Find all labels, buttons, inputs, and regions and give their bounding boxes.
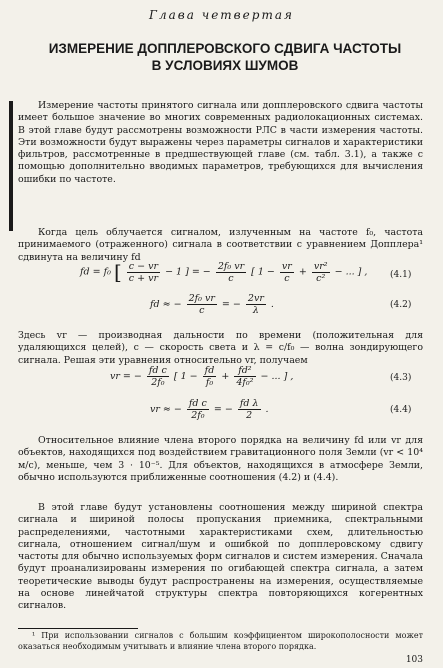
page-number: 103 <box>405 655 423 665</box>
equation-number-4-1: (4.1) <box>390 270 412 280</box>
chapter-title <box>40 40 410 74</box>
eq3-lhs: vr = − <box>110 371 142 382</box>
eq3-frac-a: $\frac{\text{fd c}}{\text{2f₀}}$ <box>148 365 167 388</box>
eq3-frac-b: $\frac{fd}{\text{f₀}}$ <box>204 365 215 388</box>
equation-4-2 <box>150 293 274 316</box>
eq1-mid: − 1 ] = − <box>165 266 211 278</box>
eq1-frac-b: $\frac{\text{2f₀ vr}}{c}$ <box>217 260 245 284</box>
chapter-title-line2: В УСЛОВИЯХ ШУМОВ <box>151 58 299 73</box>
chapter-heading: Глава четвертая <box>149 8 294 22</box>
eq4-frac-a: $\frac{\text{fd c}}{\text{2f₀}}$ <box>188 398 207 421</box>
eq2-frac-a: $\frac{\text{2f₀ vr}}{c}$ <box>188 293 215 316</box>
paragraph-second-order: Относительное влияние члена второго порядка на величину fd или vr для объектов, находящихся под воздействием гравитационного поля Земли (vr < 10⁴ м/с), меньше, чем 3 · 10⁻⁵. Для объектов, находящихся в атмосфере Земли, обычно используются приближенные соотношения (4.2) и (4.4). <box>18 435 423 483</box>
paragraph-doppler: Когда цель облучается сигналом, излученным на частоте f₀, частота принимаемого (отраженного) сигнала в соответствии с уравнением Допплера¹ сдвинута на величину fd <box>18 227 423 263</box>
eq2-frac-b: $\frac{2vr}{\lambda}$ <box>247 293 264 316</box>
eq1-close: − ... ] , <box>334 266 368 278</box>
eq4-lhs: vr ≈ − <box>150 404 182 415</box>
equation-4-1: fd = f₀ [ $\frac{c - vr}{c + vr}$ − 1 ] = − $\frac{\text{2f₀ vr}}{c}$ [ 1 − $\frac{vr}{c}$ + $\frac{\text{vr²}}{\text{c²}}$ − ... ] , <box>80 260 368 284</box>
eq4-eq: = − <box>213 404 233 415</box>
eq2-eq: = − <box>221 299 241 310</box>
eq3-open: [ 1 − <box>173 371 198 382</box>
equation-number-4-4: (4.4) <box>390 405 412 415</box>
eq1-frac-a: $\frac{c - vr}{c + vr}$ <box>128 260 159 284</box>
paragraph-chapter-plan: В этой главе будут установлены соотношения между шириной спектра сигнала и шириной полосы пропускания приемника, спектральными распределениями, частотными характеристиками схем, длительностью сигнала, отношением сигнал/шум и ошибкой по допплеровскому сдвигу частоты для обычно используемых форм сигналов и систем измерения. Сначала будут проанализированы измерения по огибающей спектра сигнала, а затем теоретические выводы будут распространены на измерения, осуществляемые на основе линейчатой структуры спектра повторяющихся когерентных сигналов. <box>18 502 423 612</box>
margin-marker <box>9 101 13 231</box>
equation-number-4-2: (4.2) <box>390 300 412 310</box>
equation-number-4-3: (4.3) <box>390 373 412 383</box>
paragraph-definitions: Здесь vr — производная дальности по времени (положительная для удаляющихся целей), c — скорость света и λ = c/f₀ — волна зондирующего сигнала. Решая эти уравнения относительно vr, получаем <box>18 330 423 366</box>
eq3-close: − ... ] , <box>260 371 294 382</box>
eq1-frac-c: $\frac{vr}{c}$ <box>281 260 292 284</box>
eq1-frac-d: $\frac{\text{vr²}}{\text{c²}}$ <box>313 260 328 284</box>
eq1-open: [ 1 − <box>251 266 275 278</box>
eq3-plus: + <box>221 371 230 382</box>
paragraph-intro: Измерение частоты принятого сигнала или допплеровского сдвига частоты имеет большое значение во многих современных радиолокационных системах. В этой главе будут рассмотрены возможности РЛС в части измерения частоты. Эти возможности будут выражены через параметры сигналов и характеристики фильтров, рассмотренные в предшествующей главе (см. табл. 3.1), а также с помощью дополнительно вводимых параметров, требующихся для вычисления ошибки по частоте. <box>18 100 423 185</box>
footnote-rule <box>18 628 138 629</box>
equation-4-3 <box>110 365 293 388</box>
eq2-end: . <box>270 299 274 310</box>
equation-4-4 <box>150 398 269 421</box>
footnote: ¹ При использовании сигналов с большим коэффициентом широкополосности может оказаться необходимым учитывать и влияние члена второго порядка. <box>18 631 423 651</box>
eq4-end: . <box>265 404 269 415</box>
eq1-lhs: fd = f₀ <box>80 266 111 278</box>
eq1-plus: + <box>298 266 307 278</box>
chapter-title-line1: ИЗМЕРЕНИЕ ДОППЛЕРОВСКОГО СДВИГА ЧАСТОТЫ <box>48 41 402 56</box>
eq4-frac-b: $\frac{\text{fd λ}}{2}$ <box>239 398 259 421</box>
eq2-lhs: fd ≈ − <box>150 299 182 310</box>
eq3-frac-c: $\frac{\text{fd²}}{\text{4f₀²}}$ <box>236 365 254 388</box>
